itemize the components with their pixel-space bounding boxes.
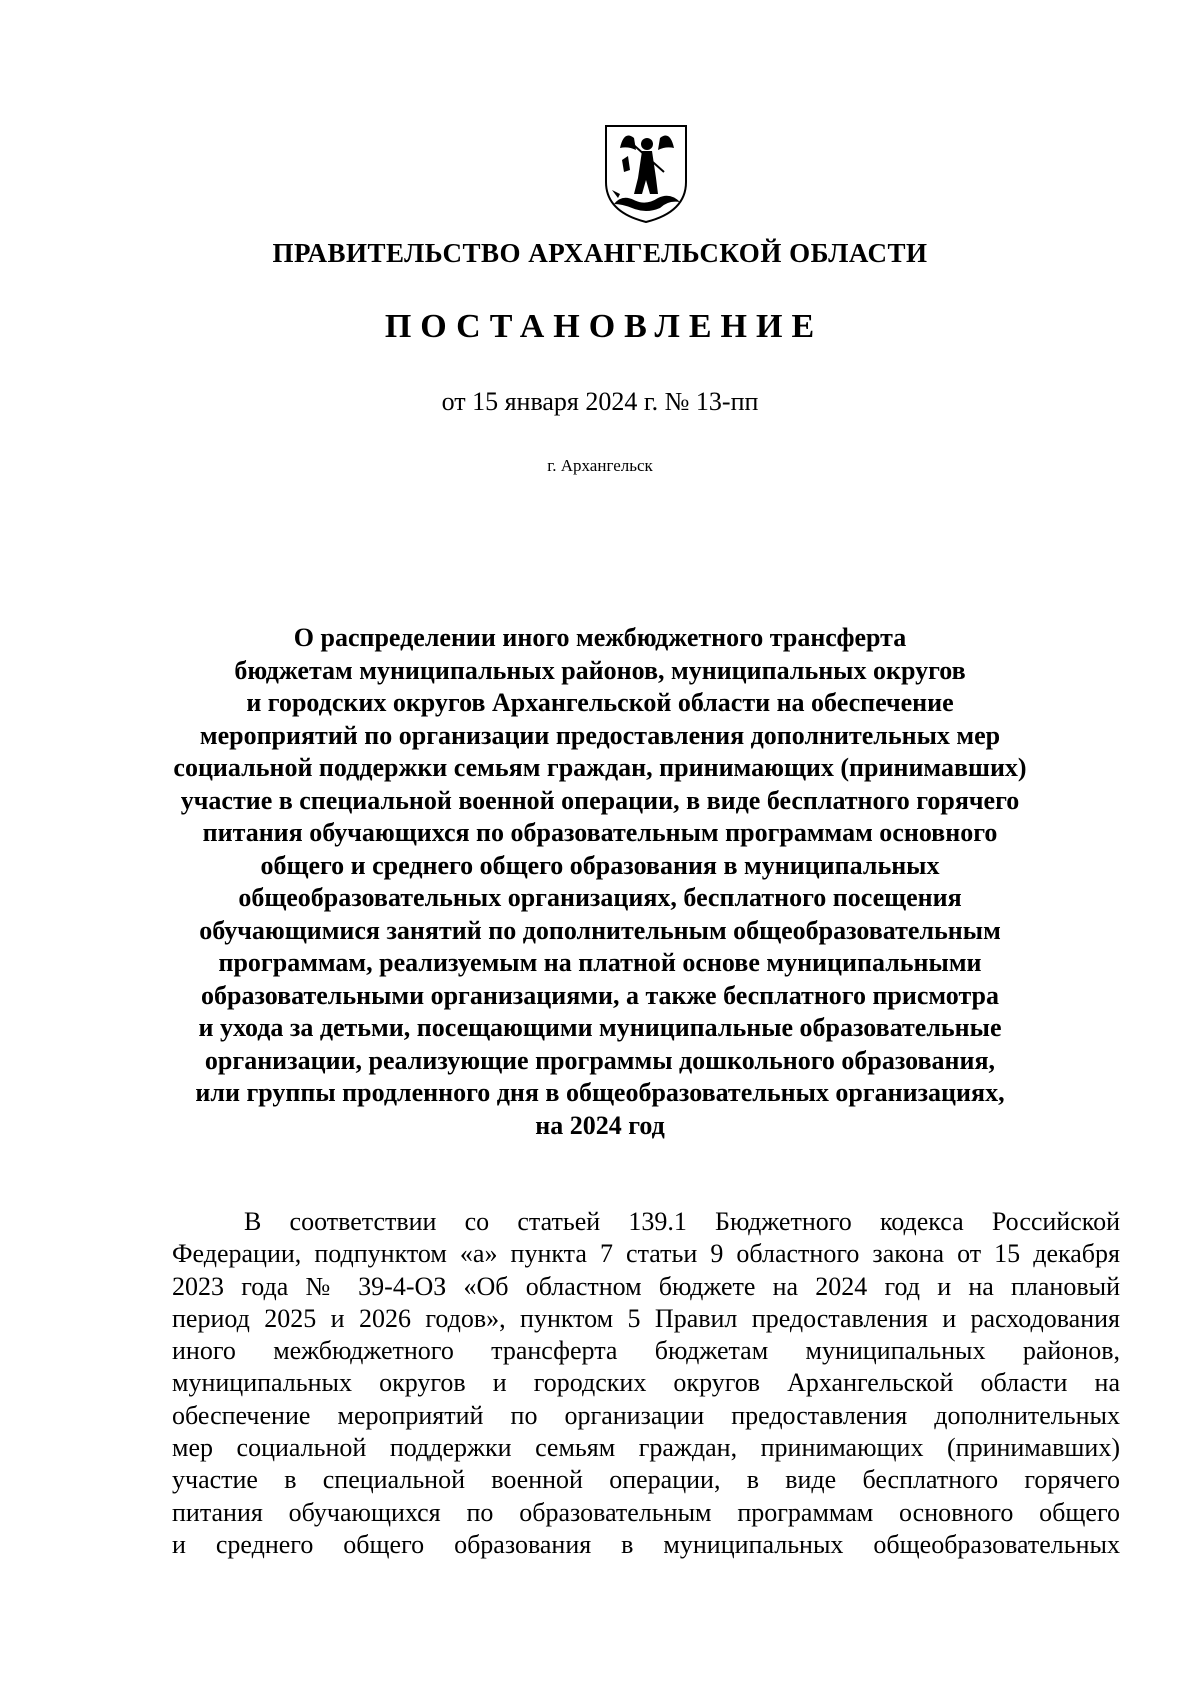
body-line: муниципальных округов и городских округов Архангельской области на bbox=[172, 1368, 1120, 1398]
body-paragraph bbox=[172, 1206, 1120, 1561]
title-line: социальной поддержки семьям граждан, принимающих (принимавших) bbox=[173, 753, 1027, 782]
title-line: и ухода за детьми, посещающими муниципальные образовательные bbox=[198, 1013, 1002, 1042]
title-line: образовательными организациями, а также бесплатного присмотра bbox=[200, 980, 999, 1010]
title-line: участие в специальной военной операции, в виде бесплатного горячего bbox=[180, 785, 1020, 815]
document-city: г. Архангельск bbox=[547, 456, 653, 475]
body-line: период 2025 и 2026 годов», пунктом 5 Правил предоставления и расходования bbox=[172, 1303, 1120, 1333]
document-title bbox=[150, 622, 1050, 1142]
body-line: иного межбюджетного трансферта бюджетам муниципальных районов, bbox=[172, 1336, 1120, 1366]
title-line: или группы продленного дня в общеобразовательных организациях, bbox=[195, 1078, 1005, 1107]
title-line: бюджетам муниципальных районов, муниципальных округов bbox=[234, 655, 966, 685]
document-date-number: от 15 января 2024 г. № 13-пп bbox=[441, 387, 759, 416]
body-line: и среднего общего образования в муниципальных общеобразовательных bbox=[172, 1529, 1120, 1559]
body-line: В соответствии со статьей 139.1 Бюджетного кодекса Российской bbox=[244, 1207, 1120, 1236]
title-line: на 2024 год bbox=[535, 1110, 665, 1140]
title-line: программам, реализуемым на платной основе муниципальными bbox=[218, 948, 982, 977]
title-line: общего и среднего общего образования в муниципальных bbox=[260, 850, 940, 880]
body-line: питания обучающихся по образовательным программам основного общего bbox=[172, 1497, 1120, 1527]
title-line: общеобразовательных организациях, бесплатного посещения bbox=[238, 883, 962, 912]
body-line: мер социальной поддержки семьям граждан, принимающих (принимавших) bbox=[172, 1433, 1120, 1463]
title-line: питания обучающихся по образовательным программам основного bbox=[202, 818, 998, 847]
coat-of-arms-icon bbox=[598, 120, 694, 226]
title-line: организации, реализующие программы дошкольного образования, bbox=[204, 1045, 996, 1075]
body-line: Федерации, подпунктом «а» пункта 7 статьи 9 областного закона от 15 декабря bbox=[172, 1239, 1120, 1269]
body-line: участие в специальной военной операции, в виде бесплатного горячего bbox=[172, 1465, 1120, 1495]
body-line: 2023 года № 39-4-ОЗ «Об областном бюджете на 2024 год и на плановый bbox=[172, 1271, 1120, 1301]
title-line: и городских округов Архангельской области на обеспечение bbox=[246, 688, 954, 717]
title-line: О распределении иного межбюджетного трансферта bbox=[293, 623, 907, 652]
document-type: ПОСТАНОВЛЕНИЕ bbox=[384, 308, 824, 345]
title-line: мероприятий по организации предоставления дополнительных мер bbox=[199, 720, 1001, 750]
title-line: обучающимися занятий по дополнительным общеобразовательным bbox=[199, 915, 1001, 945]
body-line: обеспечение мероприятий по организации предоставления дополнительных bbox=[172, 1400, 1120, 1430]
organization-name: ПРАВИТЕЛЬСТВО АРХАНГЕЛЬСКОЙ ОБЛАСТИ bbox=[272, 238, 928, 268]
